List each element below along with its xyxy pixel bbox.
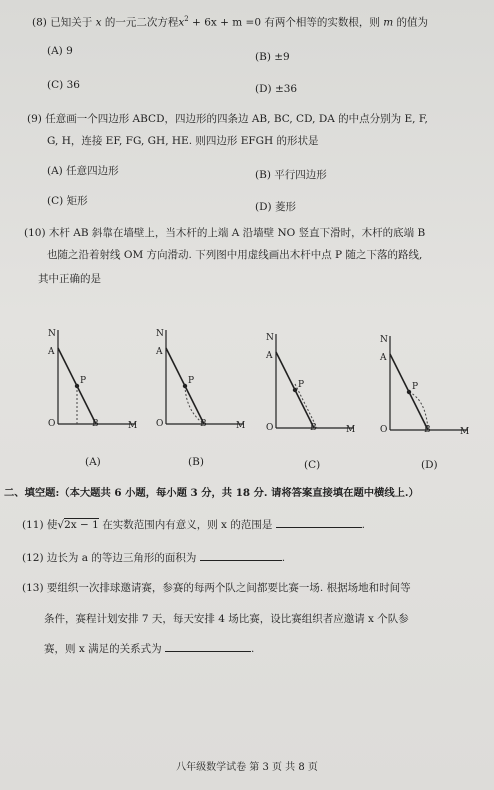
q11: (11) 使√2x − 1 在实数范围内有意义，则 x 的范围是 . [22, 519, 366, 531]
figure-b-label-p: P [188, 376, 195, 386]
q9-option-a: (A) 任意四边形 [47, 165, 119, 177]
figure-d-label-m: M [460, 427, 470, 437]
section2-heading: 二、填空题:（本大题共 6 小题，每小题 3 分，共 18 分. 请将答案直接填在题中横线上.） [4, 487, 419, 499]
figure-c-label-p: P [298, 380, 305, 390]
q13-line3: 赛，则 x 满足的关系式为 . [44, 643, 255, 655]
q13-number: (13) [22, 582, 44, 594]
q8-stem: (8) 已知关于 x 的一元二次方程$x^2 + 6x + m =0$ 有两个相等的实数根，则 m 的值为 [32, 15, 429, 29]
figure-b [152, 326, 262, 446]
q8-number: (8) [32, 16, 47, 29]
q12-answer-blank[interactable] [200, 550, 282, 561]
q9-option-b: (B) 平行四边形 [255, 169, 327, 181]
q13-line2: 条件，赛程计划安排 7 天，每天安排 4 场比赛，设比赛组织者应邀请 x 个队参 [44, 613, 409, 625]
q10-line2: 也随之沿着射线 OM 方向滑动. 下列图中用虚线画出木杆中点 P 随之下落的路线, [47, 249, 423, 261]
sqrt-radicand: 2x − 1 [64, 519, 99, 531]
q12: (12) 边长为 a 的等边三角形的面积为 . [22, 552, 286, 564]
figure-b-label-b: B [200, 419, 207, 429]
figure-b-label-n: N [156, 329, 164, 339]
figure-b-label-a: A [156, 347, 163, 357]
q10-number: (10) [24, 227, 46, 239]
figure-d [376, 332, 486, 452]
figure-a-label-o: O [48, 419, 56, 429]
q11-answer-blank[interactable] [276, 517, 362, 528]
figure-b-label-o: O [156, 419, 164, 429]
figure-c-label-o: O [266, 423, 274, 433]
figure-d-label-o: O [380, 425, 388, 435]
figure-d-caption: (D) [421, 459, 438, 471]
q13-line1: (13) 要组织一次排球邀请赛，参赛的每两个队之间都要比赛一场. 根据场地和时间等 [22, 582, 411, 594]
sqrt-sign: √ [57, 519, 65, 531]
q11-number: (11) [22, 519, 44, 531]
figure-c-label-b: B [310, 423, 317, 433]
q9-line1: (9) 任意画一个四边形 ABCD，四边形的四条边 AB, BC, CD, DA 的中点分别为 E, F, [27, 113, 428, 125]
figure-a-label-n: N [48, 329, 56, 339]
q9-option-c: (C) 矩形 [47, 195, 88, 207]
q9-number: (9) [27, 113, 42, 125]
figure-c [262, 330, 372, 450]
q9-line2: G, H，连接 EF, FG, GH, HE. 则四边形 EFGH 的形状是 [47, 135, 319, 147]
q8-option-c: (C) 36 [47, 79, 80, 91]
q12-number: (12) [22, 552, 44, 564]
q9-option-d: (D) 菱形 [255, 201, 296, 213]
figure-a-label-m: M [128, 421, 138, 431]
q10-line3: 其中正确的是 [38, 273, 101, 285]
figure-d-label-a: A [380, 353, 387, 363]
page-footer: 八年级数学试卷 第 3 页 共 8 页 [176, 762, 318, 773]
figure-d-label-n: N [380, 335, 388, 345]
q8-option-b: (B) ±9 [255, 51, 290, 63]
q8-option-d: (D) ±36 [255, 83, 298, 95]
figure-c-label-a: A [266, 351, 273, 361]
figure-d-label-b: B [424, 425, 431, 435]
figure-c-label-n: N [266, 333, 274, 343]
q8-option-a: (A) 9 [47, 45, 73, 57]
figure-a-label-a: A [48, 347, 55, 357]
figure-a [44, 326, 154, 446]
figure-c-caption: (C) [304, 459, 321, 471]
figure-c-label-m: M [346, 425, 356, 435]
figure-b-label-m: M [236, 421, 246, 431]
q13-answer-blank[interactable] [165, 641, 251, 652]
figure-b-caption: (B) [188, 456, 204, 468]
figure-d-label-p: P [412, 382, 419, 392]
figure-a-label-b: B [92, 419, 99, 429]
figure-a-label-p: P [80, 376, 87, 386]
q10-line1: (10) 木杆 AB 斜靠在墙壁上，当木杆的上端 A 沿墙壁 NO 竖直下滑时，木杆的底端 B [24, 227, 426, 239]
figure-a-caption: (A) [85, 456, 101, 468]
